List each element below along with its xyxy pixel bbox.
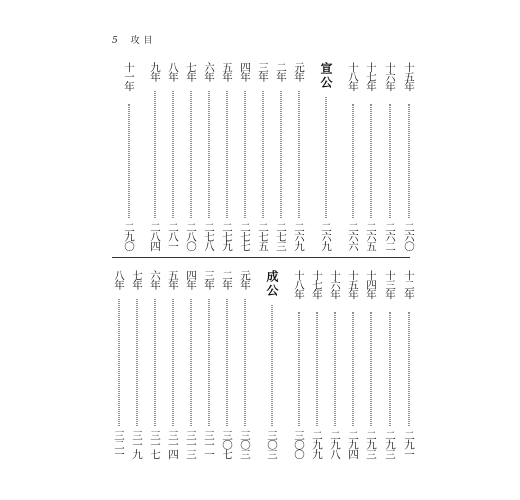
toc-heading-label: 成公: [265, 270, 279, 298]
toc-page-number: 三一四: [167, 430, 179, 459]
toc-entry-label: 二年: [275, 62, 287, 81]
toc-entry: [120, 62, 138, 252]
toc-entry: [290, 270, 308, 460]
toc-entry-label: 十八年: [347, 62, 359, 91]
toc-entry: [308, 270, 326, 460]
toc-entry-label: 三年: [203, 270, 215, 289]
toc-entry-label: 十五年: [403, 62, 415, 91]
toc-entry: [218, 62, 236, 252]
dot-leader: [409, 312, 410, 426]
toc-entry: [362, 62, 380, 252]
dot-leader: [227, 91, 228, 218]
toc-entry: [164, 270, 182, 460]
toc-page-number: 三〇七: [221, 430, 233, 459]
toc-entry-label: 四年: [239, 62, 251, 81]
toc-page-number: 三一三: [185, 430, 197, 459]
dot-leader: [137, 299, 138, 426]
toc-page-number: 三〇三: [239, 430, 251, 459]
page-header: [112, 33, 157, 46]
toc-heading: [263, 270, 281, 460]
toc-page-number: 二六〇: [403, 222, 415, 251]
toc-entry: [362, 270, 380, 460]
dot-leader: [245, 299, 246, 426]
toc-entry-label: 五年: [167, 270, 179, 289]
toc-entry: [272, 62, 290, 252]
toc-entry-label: 十八年: [293, 270, 305, 299]
toc-entry-label: 七年: [185, 62, 197, 81]
toc-entry-label: 四年: [185, 270, 197, 289]
toc-entry-label: 八年: [167, 62, 179, 81]
dot-leader: [209, 91, 210, 218]
toc-page-number: 二七三: [275, 222, 287, 251]
toc-entry: [254, 62, 272, 252]
toc-entry: [236, 270, 254, 460]
dot-leader: [191, 299, 192, 426]
toc-entry-label: 八年: [113, 270, 125, 289]
toc-entry: [218, 270, 236, 460]
dot-leader: [191, 91, 192, 218]
toc-page-number: 二九三: [384, 430, 396, 459]
dot-leader: [119, 299, 120, 426]
toc-page-number: 二七七: [239, 222, 251, 251]
toc-entry: [182, 270, 200, 460]
toc-entry-label: 元年: [293, 62, 305, 81]
toc-entry: [400, 62, 418, 252]
toc-page-number: 二八〇: [185, 222, 197, 251]
toc-page-number: 二九八: [329, 430, 341, 459]
toc-page-number: 二六二: [384, 222, 396, 251]
toc-page-number: 二七九: [221, 222, 233, 251]
page-title: 攻目: [130, 36, 157, 46]
toc-entry-label: 十七年: [311, 270, 323, 299]
page-number: 5: [112, 36, 122, 46]
toc-entry: [164, 62, 182, 252]
toc-page-number: 二九三: [365, 430, 377, 459]
toc-entry-label: 十四年: [365, 270, 377, 299]
toc-page-number: 二八四: [149, 222, 161, 251]
toc-page-number: 二九〇: [123, 222, 135, 251]
dot-leader: [129, 104, 130, 218]
toc-entry-label: 十五年: [347, 270, 359, 299]
toc-page-number: 二六九: [293, 222, 305, 251]
toc-page-number: 三二一: [113, 430, 125, 459]
dot-leader: [326, 97, 327, 218]
toc-entry-label: 十六年: [329, 270, 341, 299]
dot-leader: [371, 312, 372, 426]
toc-entry-label: 十二年: [403, 270, 415, 299]
toc-entry: [128, 270, 146, 460]
toc-heading: [317, 62, 335, 252]
dot-leader: [209, 299, 210, 426]
toc-entry: [110, 270, 128, 460]
toc-page-number: 二八一: [167, 222, 179, 251]
toc-page-number: 二六六: [347, 222, 359, 251]
toc-entry-label: 十六年: [384, 62, 396, 91]
toc-page-number: 二七八: [203, 222, 215, 251]
dot-leader: [409, 104, 410, 218]
toc-entry: [146, 270, 164, 460]
dot-leader: [317, 312, 318, 426]
dot-leader: [390, 104, 391, 218]
dot-leader: [173, 299, 174, 426]
dot-leader: [227, 299, 228, 426]
dot-leader: [390, 312, 391, 426]
toc-page-number: 三一九: [131, 430, 143, 459]
toc-entry-label: 元年: [239, 270, 251, 289]
toc-entry-label: 二年: [221, 270, 233, 289]
dot-leader: [155, 91, 156, 218]
toc-entry-label: 十一年: [123, 62, 135, 91]
toc-entry-label: 七年: [131, 270, 143, 289]
dot-leader: [173, 91, 174, 218]
toc-page-number: 三〇三: [266, 430, 278, 459]
toc-entry-label: 三年: [257, 62, 269, 81]
toc-entry: [326, 270, 344, 460]
toc-entry-label: 十三年: [384, 270, 396, 299]
dot-leader: [245, 91, 246, 218]
toc-entry: [182, 62, 200, 252]
dot-leader: [371, 104, 372, 218]
dot-leader: [281, 91, 282, 218]
toc-entry-label: 六年: [203, 62, 215, 81]
toc-entry: [236, 62, 254, 252]
toc-page-number: 二七五: [257, 222, 269, 251]
toc-entry-label: 十七年: [365, 62, 377, 91]
toc-entry-label: 五年: [221, 62, 233, 81]
dot-leader: [155, 299, 156, 426]
toc-page-number: 二六五: [365, 222, 377, 251]
toc-entry: [146, 62, 164, 252]
toc-page-number: 二九九: [311, 430, 323, 459]
dot-leader: [299, 312, 300, 426]
toc-entry: [290, 62, 308, 252]
dot-leader: [263, 91, 264, 218]
toc-entry-label: 六年: [149, 270, 161, 289]
dot-leader: [299, 91, 300, 218]
toc-page-number: 二九一: [403, 430, 415, 459]
dot-leader: [353, 312, 354, 426]
toc-entry: [381, 270, 399, 460]
toc-entry: [381, 62, 399, 252]
section-divider: [112, 257, 410, 258]
toc-heading-label: 宣公: [319, 62, 333, 90]
toc-entry: [344, 62, 362, 252]
toc-page-number: 三一七: [149, 430, 161, 459]
toc-entry: [344, 270, 362, 460]
dot-leader: [353, 104, 354, 218]
dot-leader: [335, 312, 336, 426]
toc-page-number: 三一一: [203, 430, 215, 459]
toc-page-number: 二六九: [320, 222, 332, 251]
toc-page-number: 三〇〇: [293, 430, 305, 459]
toc-entry: [200, 62, 218, 252]
toc-page-number: 二九四: [347, 430, 359, 459]
dot-leader: [272, 305, 273, 426]
toc-entry-label: 九年: [149, 62, 161, 81]
toc-entry: [400, 270, 418, 460]
toc-entry: [200, 270, 218, 460]
